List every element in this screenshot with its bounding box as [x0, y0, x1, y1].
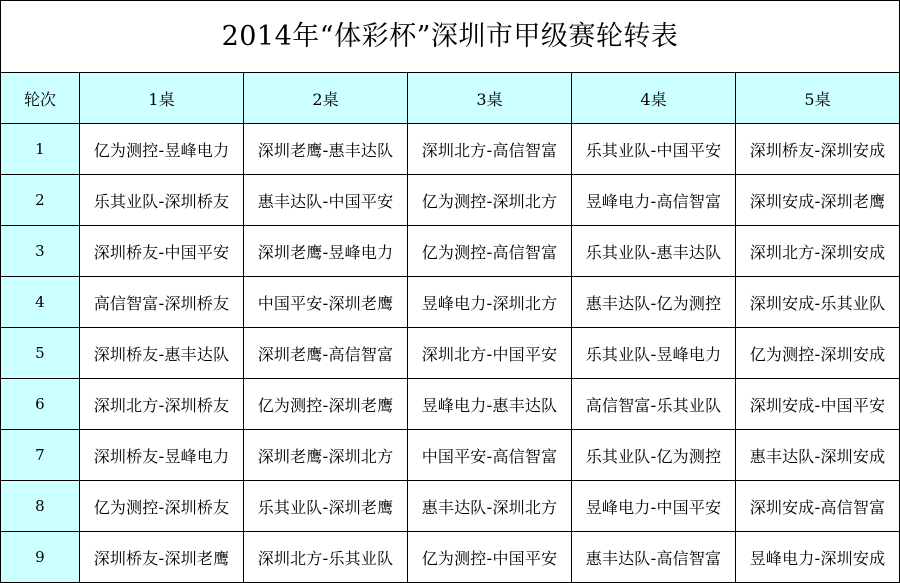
- match-cell: 深圳老鹰-深圳北方: [244, 430, 408, 481]
- match-cell: 昱峰电力-高信智富: [572, 175, 736, 226]
- round-cell: 6: [1, 379, 80, 430]
- match-cell: 亿为测控-深圳老鹰: [244, 379, 408, 430]
- match-cell: 深圳桥友-中国平安: [80, 226, 244, 277]
- match-cell: 乐其业队-亿为测控: [572, 430, 736, 481]
- header-table-5: 5桌: [736, 73, 900, 124]
- round-cell: 3: [1, 226, 80, 277]
- match-cell: 深圳老鹰-惠丰达队: [244, 124, 408, 175]
- match-cell: 深圳北方-深圳安成: [736, 226, 900, 277]
- match-cell: 乐其业队-深圳老鹰: [244, 481, 408, 532]
- match-cell: 高信智富-乐其业队: [572, 379, 736, 430]
- match-cell: 亿为测控-深圳北方: [408, 175, 572, 226]
- match-cell: 深圳老鹰-高信智富: [244, 328, 408, 379]
- round-cell: 1: [1, 124, 80, 175]
- round-cell: 7: [1, 430, 80, 481]
- header-table-3: 3桌: [408, 73, 572, 124]
- match-cell: 乐其业队-深圳桥友: [80, 175, 244, 226]
- round-cell: 4: [1, 277, 80, 328]
- table-row: [1, 226, 900, 277]
- match-cell: 深圳安成-中国平安: [736, 379, 900, 430]
- table-row: [1, 175, 900, 226]
- match-cell: 昱峰电力-惠丰达队: [408, 379, 572, 430]
- match-cell: 深圳桥友-昱峰电力: [80, 430, 244, 481]
- round-cell: 5: [1, 328, 80, 379]
- table-row: [1, 379, 900, 430]
- table-row: [1, 430, 900, 481]
- match-cell: 乐其业队-昱峰电力: [572, 328, 736, 379]
- header-round: 轮次: [1, 73, 80, 124]
- match-cell: 高信智富-深圳桥友: [80, 277, 244, 328]
- match-cell: 亿为测控-高信智富: [408, 226, 572, 277]
- match-cell: 昱峰电力-深圳安成: [736, 532, 900, 583]
- match-cell: 亿为测控-深圳安成: [736, 328, 900, 379]
- table-row: [1, 328, 900, 379]
- match-cell: 深圳桥友-惠丰达队: [80, 328, 244, 379]
- match-cell: 中国平安-深圳老鹰: [244, 277, 408, 328]
- table-row: [1, 532, 900, 583]
- match-cell: 乐其业队-惠丰达队: [572, 226, 736, 277]
- match-cell: 深圳北方-中国平安: [408, 328, 572, 379]
- round-cell: 8: [1, 481, 80, 532]
- match-cell: 昱峰电力-中国平安: [572, 481, 736, 532]
- match-cell: 深圳安成-高信智富: [736, 481, 900, 532]
- match-cell: 深圳北方-深圳桥友: [80, 379, 244, 430]
- table-row: [1, 277, 900, 328]
- match-cell: 深圳桥友-深圳老鹰: [80, 532, 244, 583]
- match-cell: 惠丰达队-中国平安: [244, 175, 408, 226]
- schedule-table: [0, 72, 900, 583]
- match-cell: 惠丰达队-高信智富: [572, 532, 736, 583]
- match-cell: 深圳安成-深圳老鹰: [736, 175, 900, 226]
- table-row: [1, 124, 900, 175]
- match-cell: 亿为测控-昱峰电力: [80, 124, 244, 175]
- table-row: [1, 481, 900, 532]
- match-cell: 惠丰达队-深圳北方: [408, 481, 572, 532]
- match-cell: 中国平安-高信智富: [408, 430, 572, 481]
- match-cell: 亿为测控-中国平安: [408, 532, 572, 583]
- match-cell: 亿为测控-深圳桥友: [80, 481, 244, 532]
- header-table-4: 4桌: [572, 73, 736, 124]
- header-table-1: 1桌: [80, 73, 244, 124]
- page-title: 2014年“体彩杯”深圳市甲级赛轮转表: [0, 0, 900, 72]
- match-cell: 惠丰达队-深圳安成: [736, 430, 900, 481]
- match-cell: 深圳老鹰-昱峰电力: [244, 226, 408, 277]
- match-cell: 乐其业队-中国平安: [572, 124, 736, 175]
- match-cell: 深圳北方-高信智富: [408, 124, 572, 175]
- round-cell: 2: [1, 175, 80, 226]
- round-cell: 9: [1, 532, 80, 583]
- header-table-2: 2桌: [244, 73, 408, 124]
- header-row: [1, 73, 900, 124]
- match-cell: 昱峰电力-深圳北方: [408, 277, 572, 328]
- match-cell: 惠丰达队-亿为测控: [572, 277, 736, 328]
- match-cell: 深圳安成-乐其业队: [736, 277, 900, 328]
- match-cell: 深圳桥友-深圳安成: [736, 124, 900, 175]
- match-cell: 深圳北方-乐其业队: [244, 532, 408, 583]
